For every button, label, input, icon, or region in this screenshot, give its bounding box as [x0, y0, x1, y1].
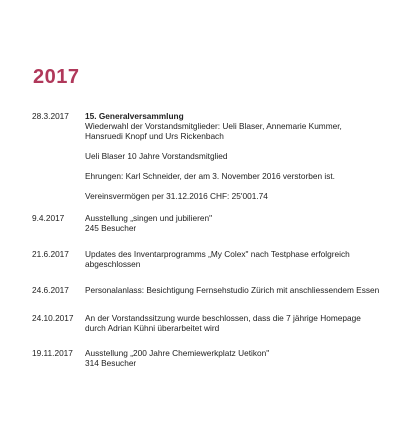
entry-body [85, 285, 395, 295]
entry-date: 28.3.2017 [32, 111, 69, 121]
entry-body [85, 348, 395, 368]
entry-date: 19.11.2017 [32, 348, 73, 358]
entry-line: abgeschlossen [85, 259, 141, 269]
entry-line: Wiederwahl der Vorstandsmitglieder: Ueli Blaser, Annemarie Kummer, [85, 121, 342, 131]
entry-line: Updates des Inventarprogramms „My Colex" nach Testphase erfolgreich [85, 249, 350, 259]
entry-body [85, 213, 395, 233]
entry-paragraph: Ehrungen: Karl Schneider, der am 3. November 2016 verstorben ist. [85, 171, 335, 181]
entry-line: Hansruedi Knopf und Urs Rickenbach [85, 131, 224, 141]
entry-date: 9.4.2017 [32, 213, 65, 223]
entry-line: Ausstellung „200 Jahre Chemiewerkplatz Uetikon" [85, 348, 270, 358]
entry-body [85, 249, 395, 269]
entry-body [85, 111, 395, 201]
entry-line: Personalanlass: Besichtigung Fernsehstudio Zürich mit anschliessendem Essen [85, 285, 380, 295]
entry-line: Ausstellung „singen und jubilieren" [85, 213, 213, 223]
entry-date: 21.6.2017 [32, 249, 69, 259]
entry-title: 15. Generalversammlung [85, 111, 184, 121]
entry-line: 314 Besucher [85, 358, 137, 368]
entry-paragraph: Ueli Blaser 10 Jahre Vorstandsmitglied [85, 151, 228, 161]
entry-line: An der Vorstandssitzung wurde beschlossen, dass die 7 jährige Homepage [85, 313, 361, 323]
year-heading: 2017 [33, 66, 80, 88]
entry-body [85, 313, 395, 333]
entry-date: 24.10.2017 [32, 313, 74, 323]
entry-line: durch Adrian Kühni überarbeitet wird [85, 323, 220, 333]
entry-date: 24.6.2017 [32, 285, 69, 295]
entry-paragraph: Vereinsvermögen per 31.12.2016 CHF: 25'001.74 [85, 191, 268, 201]
entry-line: 245 Besucher [85, 223, 137, 233]
